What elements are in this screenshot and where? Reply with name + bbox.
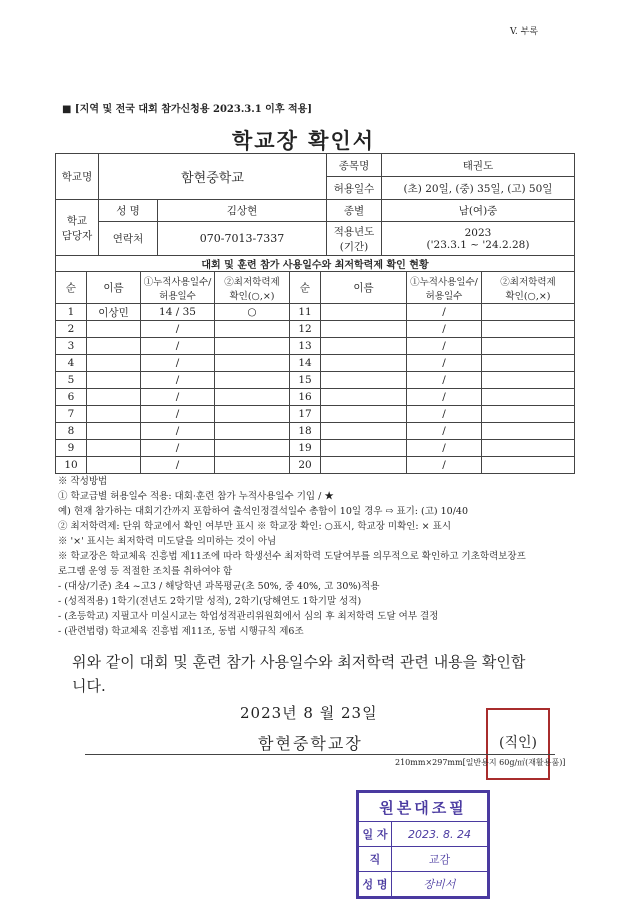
signer-name: 함현중학교장 (258, 734, 363, 753)
row-days: / (141, 423, 215, 440)
row-check-2 (482, 457, 575, 474)
row-no-2: 15 (290, 372, 321, 389)
row-no: 5 (56, 372, 87, 389)
row-no: 9 (56, 440, 87, 457)
row-no: 8 (56, 423, 87, 440)
row-name (87, 355, 141, 372)
note-line: 예) 현재 참가하는 대회기간까지 포함하여 출석인정결석일수 총합이 10일 경우 ⇨ 표기: (고) 10/40 (58, 506, 469, 517)
staff-label-line2: 담당자 (61, 229, 93, 242)
confirmation-line1: 위와 같이 대회 및 훈련 참가 사용일수와 최저학력 관련 내용을 확인합 (72, 653, 526, 671)
row-check (215, 321, 290, 338)
col-days (141, 272, 215, 304)
row-days-2: / (407, 406, 482, 423)
row-no-2: 13 (290, 338, 321, 355)
row-no: 4 (56, 355, 87, 372)
stamp-name-label: 성 명 (359, 872, 392, 897)
row-check-2 (482, 321, 575, 338)
row-days-2: / (407, 338, 482, 355)
row-check: ○ (215, 304, 290, 321)
col-name: 이름 (87, 272, 141, 304)
note-line: - (대상/기준) 초4 ~고3 / 해당학년 과목평균(초 50%, 중 40%, 고 30%)적용 (58, 581, 380, 592)
contact-value: 070-7013-7337 (158, 222, 327, 256)
table-row (56, 389, 575, 406)
staff-label (56, 200, 99, 256)
note-line: ※ 학교장은 학교체육 진흥법 제11조에 따라 학생선수 최저학력 도달여부를 의무적으로 확인하고 기초학력보장프 (58, 551, 526, 562)
table-row (56, 304, 575, 321)
allowed-days-label: 허용일수 (327, 177, 382, 200)
row-no-2: 12 (290, 321, 321, 338)
col-days-2-line2: 허용일수 (425, 290, 463, 302)
page-title: 학교장 확인서 (232, 128, 376, 153)
stamp-position-value: 교감 (392, 847, 488, 872)
school-label: 학교명 (56, 154, 99, 200)
row-name (87, 423, 141, 440)
table-row (56, 440, 575, 457)
table-row (56, 338, 575, 355)
col-days-2 (407, 272, 482, 304)
row-check-2 (482, 389, 575, 406)
table-row (56, 423, 575, 440)
note-line: ※ '×' 표시는 최저학력 미도달을 의미하는 것이 아님 (58, 536, 277, 547)
col-no-2: 순 (290, 272, 321, 304)
row-name-2 (321, 355, 407, 372)
note-line: - (관련법령) 학교체육 진흥법 제11조, 동법 시행규칙 제6조 (58, 626, 304, 637)
note-line: 로그램 운영 등 적절한 조치를 취하여야 함 (58, 566, 233, 577)
year-range: ('23.3.1 ~ '24.2.28) (426, 238, 530, 251)
row-check-2 (482, 338, 575, 355)
row-days: 14 / 35 (141, 304, 215, 321)
table-caption: 대회 및 훈련 참가 사용일수와 최저학력제 확인 현황 (56, 256, 575, 272)
corner-label: V. 부록 (510, 27, 539, 37)
row-days-2: / (407, 389, 482, 406)
allowed-days-value: (초) 20일, (중) 35일, (고) 50일 (382, 177, 575, 200)
row-days: / (141, 457, 215, 474)
row-name (87, 321, 141, 338)
official-seal (486, 708, 550, 780)
row-name-2 (321, 406, 407, 423)
row-days: / (141, 372, 215, 389)
year-label-line1: 적용년도 (333, 225, 375, 238)
table-row (56, 355, 575, 372)
paper-size: 210mm×297mm[일반용지 60g/㎡(재활용품)] (395, 758, 566, 767)
school-info-table (55, 153, 575, 256)
row-name (87, 406, 141, 423)
table-row (56, 321, 575, 338)
row-name (87, 457, 141, 474)
row-check (215, 440, 290, 457)
row-check (215, 338, 290, 355)
row-no: 7 (56, 406, 87, 423)
col-no: 순 (56, 272, 87, 304)
row-no-2: 17 (290, 406, 321, 423)
year-label (327, 222, 382, 256)
col-days-line1: ①누적사용일수/ (143, 276, 212, 288)
original-verification-stamp (356, 790, 490, 899)
instructions (58, 474, 526, 639)
row-days: / (141, 355, 215, 372)
row-days-2: / (407, 372, 482, 389)
participation-table (55, 255, 575, 474)
row-no-2: 19 (290, 440, 321, 457)
row-name-2 (321, 440, 407, 457)
footer-divider (85, 754, 555, 755)
col-check-2 (482, 272, 575, 304)
sport-value: 태권도 (382, 154, 575, 177)
school-name: 함현중학교 (99, 154, 327, 200)
row-name-2 (321, 304, 407, 321)
table-row (56, 406, 575, 423)
row-name-2 (321, 338, 407, 355)
gender-value: 남(여)중 (382, 200, 575, 222)
row-check (215, 372, 290, 389)
row-name-2 (321, 457, 407, 474)
row-check-2 (482, 423, 575, 440)
row-name-2 (321, 372, 407, 389)
note-line: ※ 작성방법 (58, 476, 108, 487)
row-no: 2 (56, 321, 87, 338)
row-no: 3 (56, 338, 87, 355)
year-number: 2023 (464, 226, 492, 239)
name-label: 성 명 (99, 200, 158, 222)
row-days-2: / (407, 304, 482, 321)
row-name: 이상민 (87, 304, 141, 321)
staff-name: 김상현 (158, 200, 327, 222)
row-days: / (141, 338, 215, 355)
table-row (56, 372, 575, 389)
confirmation-text (72, 650, 525, 698)
row-check-2 (482, 304, 575, 321)
row-no-2: 18 (290, 423, 321, 440)
row-check (215, 389, 290, 406)
row-days-2: / (407, 457, 482, 474)
row-check-2 (482, 355, 575, 372)
col-check-line1: ②최저학력제 (224, 276, 280, 288)
staff-label-line1: 학교 (66, 214, 88, 227)
col-days-2-line1: ①누적사용일수/ (410, 276, 478, 288)
row-no-2: 16 (290, 389, 321, 406)
row-no-2: 20 (290, 457, 321, 474)
row-days-2: / (407, 321, 482, 338)
col-name-2: 이름 (321, 272, 407, 304)
col-check-line2: 확인(○,×) (229, 290, 275, 302)
row-no: 1 (56, 304, 87, 321)
row-check (215, 457, 290, 474)
row-name-2 (321, 321, 407, 338)
note-line: - (초등학교) 지필고사 미실시교는 학업성적관리위원회에서 심의 후 최저학력 도달 여부 결정 (58, 611, 439, 622)
row-name (87, 338, 141, 355)
year-value (382, 222, 575, 256)
row-days-2: / (407, 355, 482, 372)
row-days: / (141, 406, 215, 423)
contact-label: 연락처 (99, 222, 158, 256)
stamp-date-label: 일 자 (359, 822, 392, 847)
row-no: 6 (56, 389, 87, 406)
row-check (215, 406, 290, 423)
row-check-2 (482, 372, 575, 389)
note-line: ① 학교급별 허용일수 적용: 대회·훈련 참가 누적사용일수 기입 / ★ (58, 491, 334, 502)
row-name-2 (321, 423, 407, 440)
row-name-2 (321, 389, 407, 406)
issue-date: 2023년 8 월 23일 (240, 704, 378, 722)
stamp-position-label: 직 (359, 847, 392, 872)
seal-text: (직인) (499, 735, 537, 751)
header-note: ■ [지역 및 전국 대회 참가신청용 2023.3.1 이후 적용] (62, 104, 313, 115)
row-days-2: / (407, 423, 482, 440)
confirmation-line2: 니다. (72, 677, 106, 695)
note-line: ② 최저학력제: 단위 학교에서 확인 여부만 표시 ※ 학교장 확인: ○표시, 학교장 미확인: × 표시 (58, 521, 451, 532)
row-name (87, 372, 141, 389)
row-name (87, 389, 141, 406)
stamp-title: 원본대조필 (359, 793, 488, 822)
stamp-date-value: 2023. 8. 24 (392, 822, 488, 847)
gender-label: 종별 (327, 200, 382, 222)
row-check-2 (482, 440, 575, 457)
row-days: / (141, 389, 215, 406)
col-days-line2: 허용일수 (159, 290, 196, 302)
row-days: / (141, 440, 215, 457)
col-check-2-line1: ②최저학력제 (500, 276, 556, 288)
col-check-2-line2: 확인(○,×) (505, 290, 551, 302)
table-row (56, 457, 575, 474)
row-days-2: / (407, 440, 482, 457)
row-no-2: 11 (290, 304, 321, 321)
row-no: 10 (56, 457, 87, 474)
row-check (215, 423, 290, 440)
col-check (215, 272, 290, 304)
row-no-2: 14 (290, 355, 321, 372)
row-check-2 (482, 406, 575, 423)
stamp-name-value: 장비서 (392, 872, 488, 897)
row-name (87, 440, 141, 457)
row-check (215, 355, 290, 372)
year-label-line2: (기간) (339, 240, 369, 253)
row-days: / (141, 321, 215, 338)
sport-label: 종목명 (327, 154, 382, 177)
note-line: - (성적적용) 1학기(전년도 2학기말 성적), 2학기(당해연도 1학기말 성적) (58, 596, 362, 607)
